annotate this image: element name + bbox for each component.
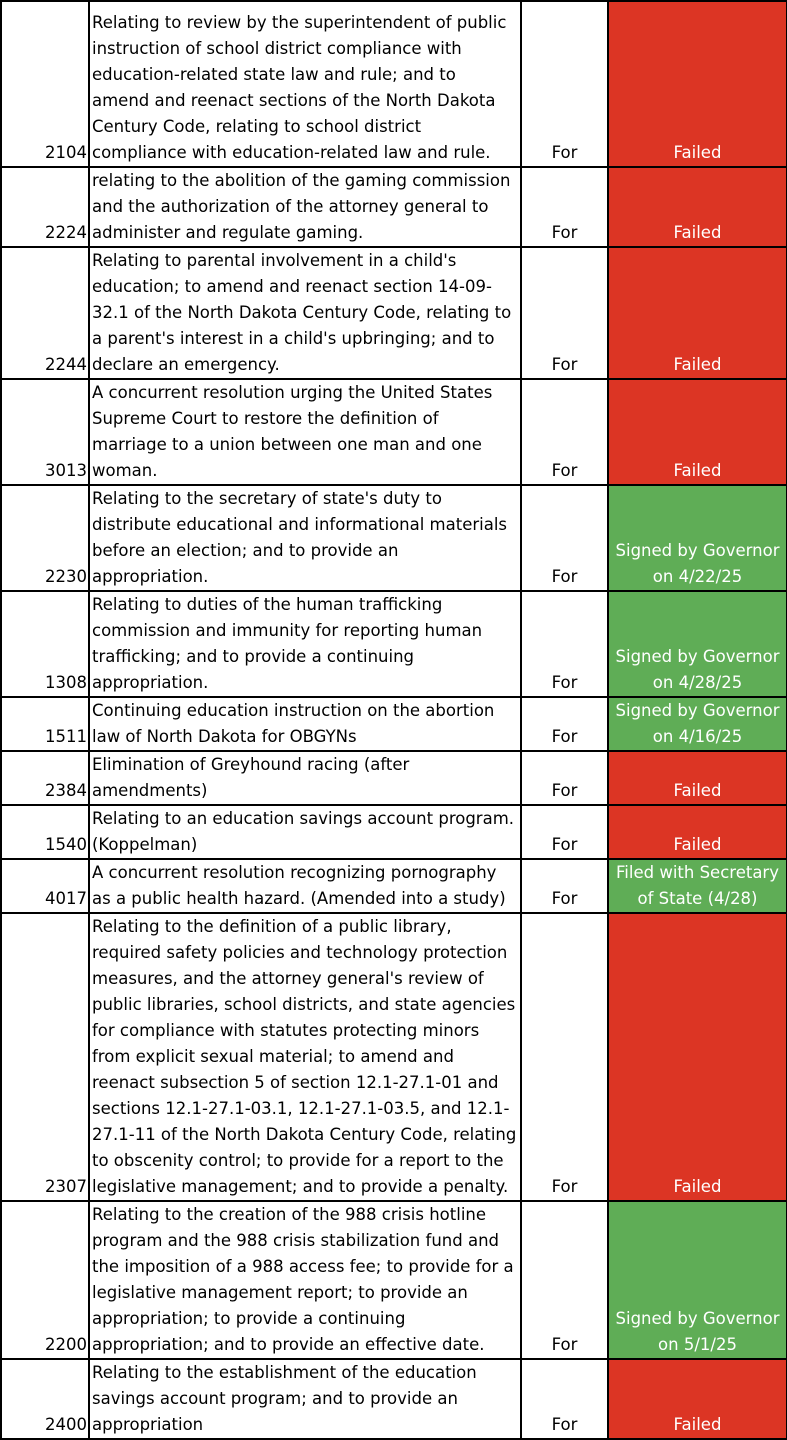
table-row [1,485,787,591]
bill-description: Relating to duties of the human trafficking commission and immunity for reporting human trafficking; and to provide a continuing appropriation. [89,591,521,697]
bill-description: Relating to the establishment of the education savings account program; and to provide an appropriation [89,1359,521,1439]
bill-number: 1511 [1,697,89,751]
bill-position: For [521,1,608,167]
table-row [1,167,787,247]
bill-number: 2104 [1,1,89,167]
bill-number: 2224 [1,167,89,247]
bill-description: A concurrent resolution recognizing pornography as a public health hazard. (Amended into a study) [89,859,521,913]
bill-status: Failed [608,1359,787,1439]
bill-description: Relating to an education savings account program. (Koppelman) [89,805,521,859]
bill-status: Failed [608,1,787,167]
bill-number: 3013 [1,379,89,485]
bill-description: Continuing education instruction on the abortion law of North Dakota for OBGYNs [89,697,521,751]
bill-status: Signed by Governor on 4/16/25 [608,697,787,751]
bills-table-body [1,1,787,1439]
table-row [1,751,787,805]
table-row [1,913,787,1201]
table-row [1,1201,787,1359]
bill-status: Failed [608,167,787,247]
bill-position: For [521,913,608,1201]
bill-number: 4017 [1,859,89,913]
bill-position: For [521,1201,608,1359]
table-row [1,247,787,379]
table-row [1,1,787,167]
bill-number: 1540 [1,805,89,859]
table-row [1,591,787,697]
table-row [1,379,787,485]
bill-status: Failed [608,379,787,485]
bill-description: Elimination of Greyhound racing (after amendments) [89,751,521,805]
bill-number: 2230 [1,485,89,591]
table-row [1,805,787,859]
bill-position: For [521,805,608,859]
bill-status: Filed with Secretary of State (4/28) [608,859,787,913]
bill-number: 2244 [1,247,89,379]
bill-position: For [521,591,608,697]
bill-number: 1308 [1,591,89,697]
bill-description: relating to the abolition of the gaming commission and the authorization of the attorney general to administer and regulate gaming. [89,167,521,247]
bill-description: Relating to parental involvement in a child's education; to amend and reenact section 14-09-32.1 of the North Dakota Century Code, relating to a parent's interest in a child's upbringing; and to declare an emergency. [89,247,521,379]
bill-position: For [521,485,608,591]
bill-position: For [521,859,608,913]
bill-position: For [521,1359,608,1439]
bill-description: Relating to the definition of a public library, required safety policies and technology protection measures, and the attorney general's review of public libraries, school districts, and state agencies for compliance with statutes protecting minors from explicit sexual material; to amend and reenact subsection 5 of section 12.1-27.1-01 and sections 12.1-27.1-03.1, 12.1-27.1-03.5, and 12.1-27.1-11 of the North Dakota Century Code, relating to obscenity control; to provide for a report to the legislative management; and to provide a penalty. [89,913,521,1201]
bill-position: For [521,167,608,247]
bill-description: Relating to review by the superintendent of public instruction of school district compliance with education-related state law and rule; and to amend and reenact sections of the North Dakota Century Code, relating to school district compliance with education-related law and rule. [89,1,521,167]
bill-description: Relating to the creation of the 988 crisis hotline program and the 988 crisis stabilization fund and the imposition of a 988 access fee; to provide for a legislative management report; to provide an appropriation; to provide a continuing appropriation; and to provide an effective date. [89,1201,521,1359]
bill-status: Signed by Governor on 4/28/25 [608,591,787,697]
bill-position: For [521,751,608,805]
bill-position: For [521,379,608,485]
bill-number: 2200 [1,1201,89,1359]
bill-status: Failed [608,805,787,859]
bill-position: For [521,697,608,751]
bill-status: Signed by Governor on 5/1/25 [608,1201,787,1359]
table-row [1,1359,787,1439]
bill-description: Relating to the secretary of state's duty to distribute educational and informational materials before an election; and to provide an appropriation. [89,485,521,591]
bill-number: 2384 [1,751,89,805]
bill-status: Signed by Governor on 4/22/25 [608,485,787,591]
table-row [1,859,787,913]
bill-number: 2400 [1,1359,89,1439]
bill-status: Failed [608,247,787,379]
bill-status: Failed [608,913,787,1201]
bill-position: For [521,247,608,379]
table-row [1,697,787,751]
bill-description: A concurrent resolution urging the United States Supreme Court to restore the definition of marriage to a union between one man and one woman. [89,379,521,485]
bill-number: 2307 [1,913,89,1201]
bill-status: Failed [608,751,787,805]
